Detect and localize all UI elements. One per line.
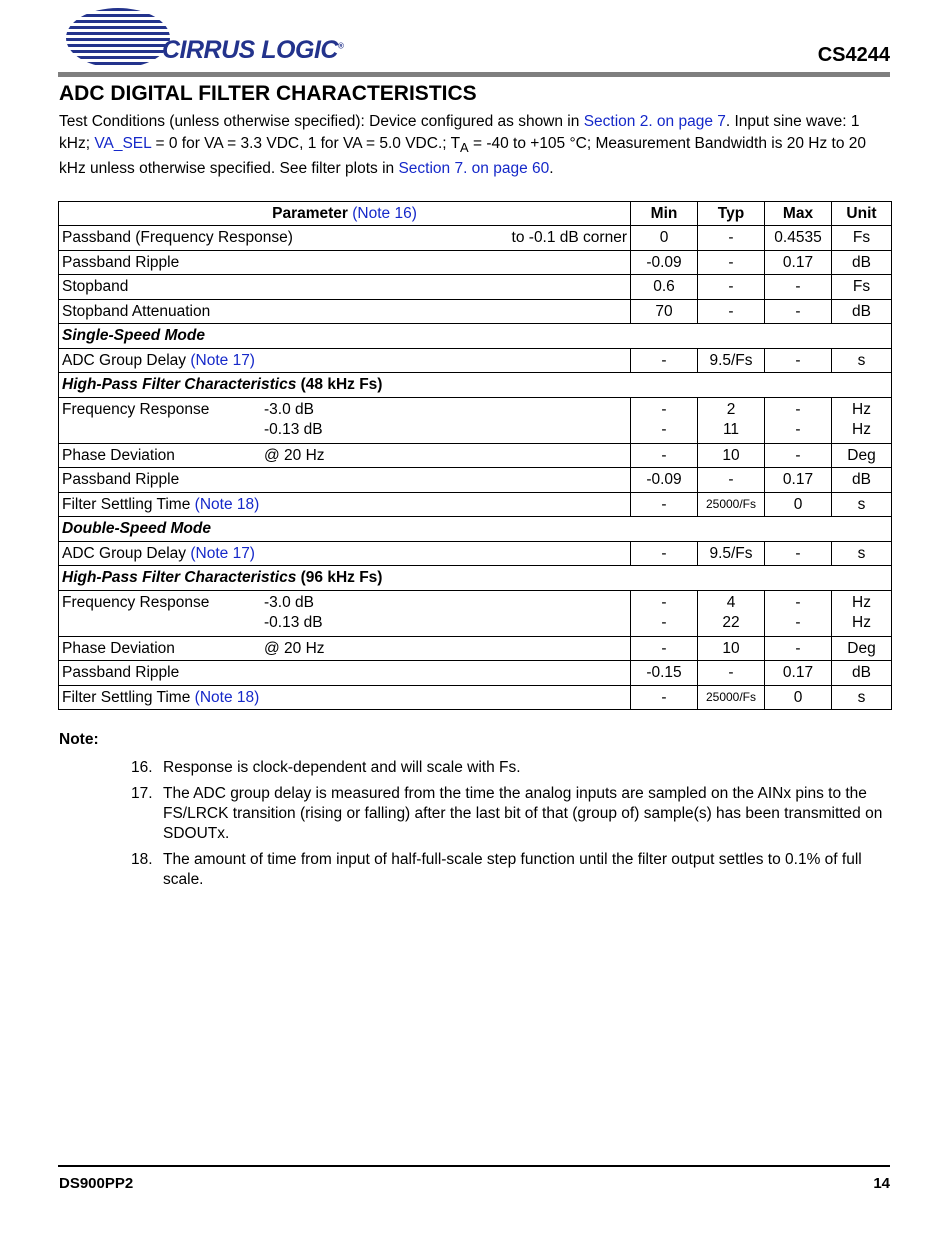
- note17-link[interactable]: (Note 17): [190, 544, 255, 562]
- page-title: ADC DIGITAL FILTER CHARACTERISTICS: [59, 82, 477, 105]
- table-row: Filter Settling Time (Note 18) - 25000/Fs 0 s: [59, 685, 892, 710]
- note18-link[interactable]: (Note 18): [194, 495, 260, 513]
- table-row: Passband (Frequency Response) to -0.1 dB corner 0 - 0.4535 Fs: [59, 226, 892, 251]
- header-max: Max: [765, 202, 832, 226]
- cirrus-logic-logo: [58, 6, 348, 70]
- note17-link[interactable]: (Note 17): [190, 351, 255, 369]
- table-row: Filter Settling Time (Note 18) - 25000/Fs 0 s: [59, 492, 892, 517]
- logo-globe-icon: [58, 6, 173, 70]
- va-sel-link[interactable]: VA_SEL: [94, 134, 152, 152]
- note-18: 18. The amount of time from input of half-full-scale step function until the filter output settles to 0.1% of full scale.: [131, 851, 862, 888]
- table-row: Stopband Attenuation 70 - - dB: [59, 299, 892, 324]
- table-row: Passband Ripple -0.09 - 0.17 dB: [59, 250, 892, 275]
- table-row: Phase Deviation @ 20 Hz - 10 - Deg: [59, 443, 892, 468]
- table-row: Passband Ripple -0.09 - 0.17 dB: [59, 468, 892, 493]
- note16-link[interactable]: (Note 16): [352, 205, 417, 222]
- table-row: Frequency Response -3.0 dB -0.13 dB - - 4 22 - - Hz Hz: [59, 590, 892, 636]
- test-conditions: Test Conditions (unless otherwise specified): Device configured as shown in Section 2. on page 7. Input sine wave: 1 kHz; VA_SEL = 0 for VA = 3.3 VDC, 1 for VA = 5.0 VDC.; $T_A = -40$ to +105 °C; Measurement Bandwidth is 20 Hz to 20 kHz unless otherwise specified. See filter plots in Section 7. on page 60.: [59, 113, 867, 178]
- header-typ: Typ: [698, 202, 765, 226]
- footer-rule: [58, 1165, 890, 1167]
- header-parameter: Parameter (Note 16): [59, 202, 631, 226]
- note-17: 17. The ADC group delay is measured from the time the analog inputs are sampled on the AINx pins to the FS/LRCK transition (rising or falling) after the last bit of that (group of) sample(s) has been transmitted on SDOUTx.: [131, 785, 883, 842]
- section-row-double-speed: Double-Speed Mode: [59, 517, 892, 542]
- logo-wordmark: CIRRUS LOGIC®: [162, 36, 344, 64]
- section7-link[interactable]: Section 7. on page 60: [398, 160, 550, 178]
- note18-link[interactable]: (Note 18): [194, 688, 260, 706]
- table-header-row: [59, 202, 892, 226]
- page-number: 14: [873, 1175, 890, 1192]
- header-rule: [58, 72, 890, 77]
- table-row: ADC Group Delay (Note 17) - 9.5/Fs - s: [59, 348, 892, 373]
- note-16: 16. Response is clock-dependent and will scale with Fs.: [131, 759, 521, 776]
- section-row-hpf-96k: High-Pass Filter Characteristics (96 kHz Fs): [59, 566, 892, 591]
- document-id: DS900PP2: [59, 1175, 134, 1192]
- header-unit: Unit: [832, 202, 892, 226]
- section-row-single-speed: Single-Speed Mode: [59, 324, 892, 349]
- table-row: Frequency Response -3.0 dB -0.13 dB - - 2 11 - - Hz Hz: [59, 397, 892, 443]
- table-row: Passband Ripple -0.15 - 0.17 dB: [59, 661, 892, 686]
- section2-link[interactable]: Section 2. on page 7: [583, 113, 726, 130]
- section-row-hpf-48k: High-Pass Filter Characteristics (48 kHz Fs): [59, 373, 892, 398]
- notes-title: Note:: [59, 731, 99, 748]
- filter-characteristics-table: [58, 201, 892, 710]
- header-min: Min: [631, 202, 698, 226]
- part-number: CS4244: [817, 44, 890, 66]
- table-row: ADC Group Delay (Note 17) - 9.5/Fs - s: [59, 541, 892, 566]
- table-row: Phase Deviation @ 20 Hz - 10 - Deg: [59, 636, 892, 661]
- table-row: Stopband 0.6 - - Fs: [59, 275, 892, 300]
